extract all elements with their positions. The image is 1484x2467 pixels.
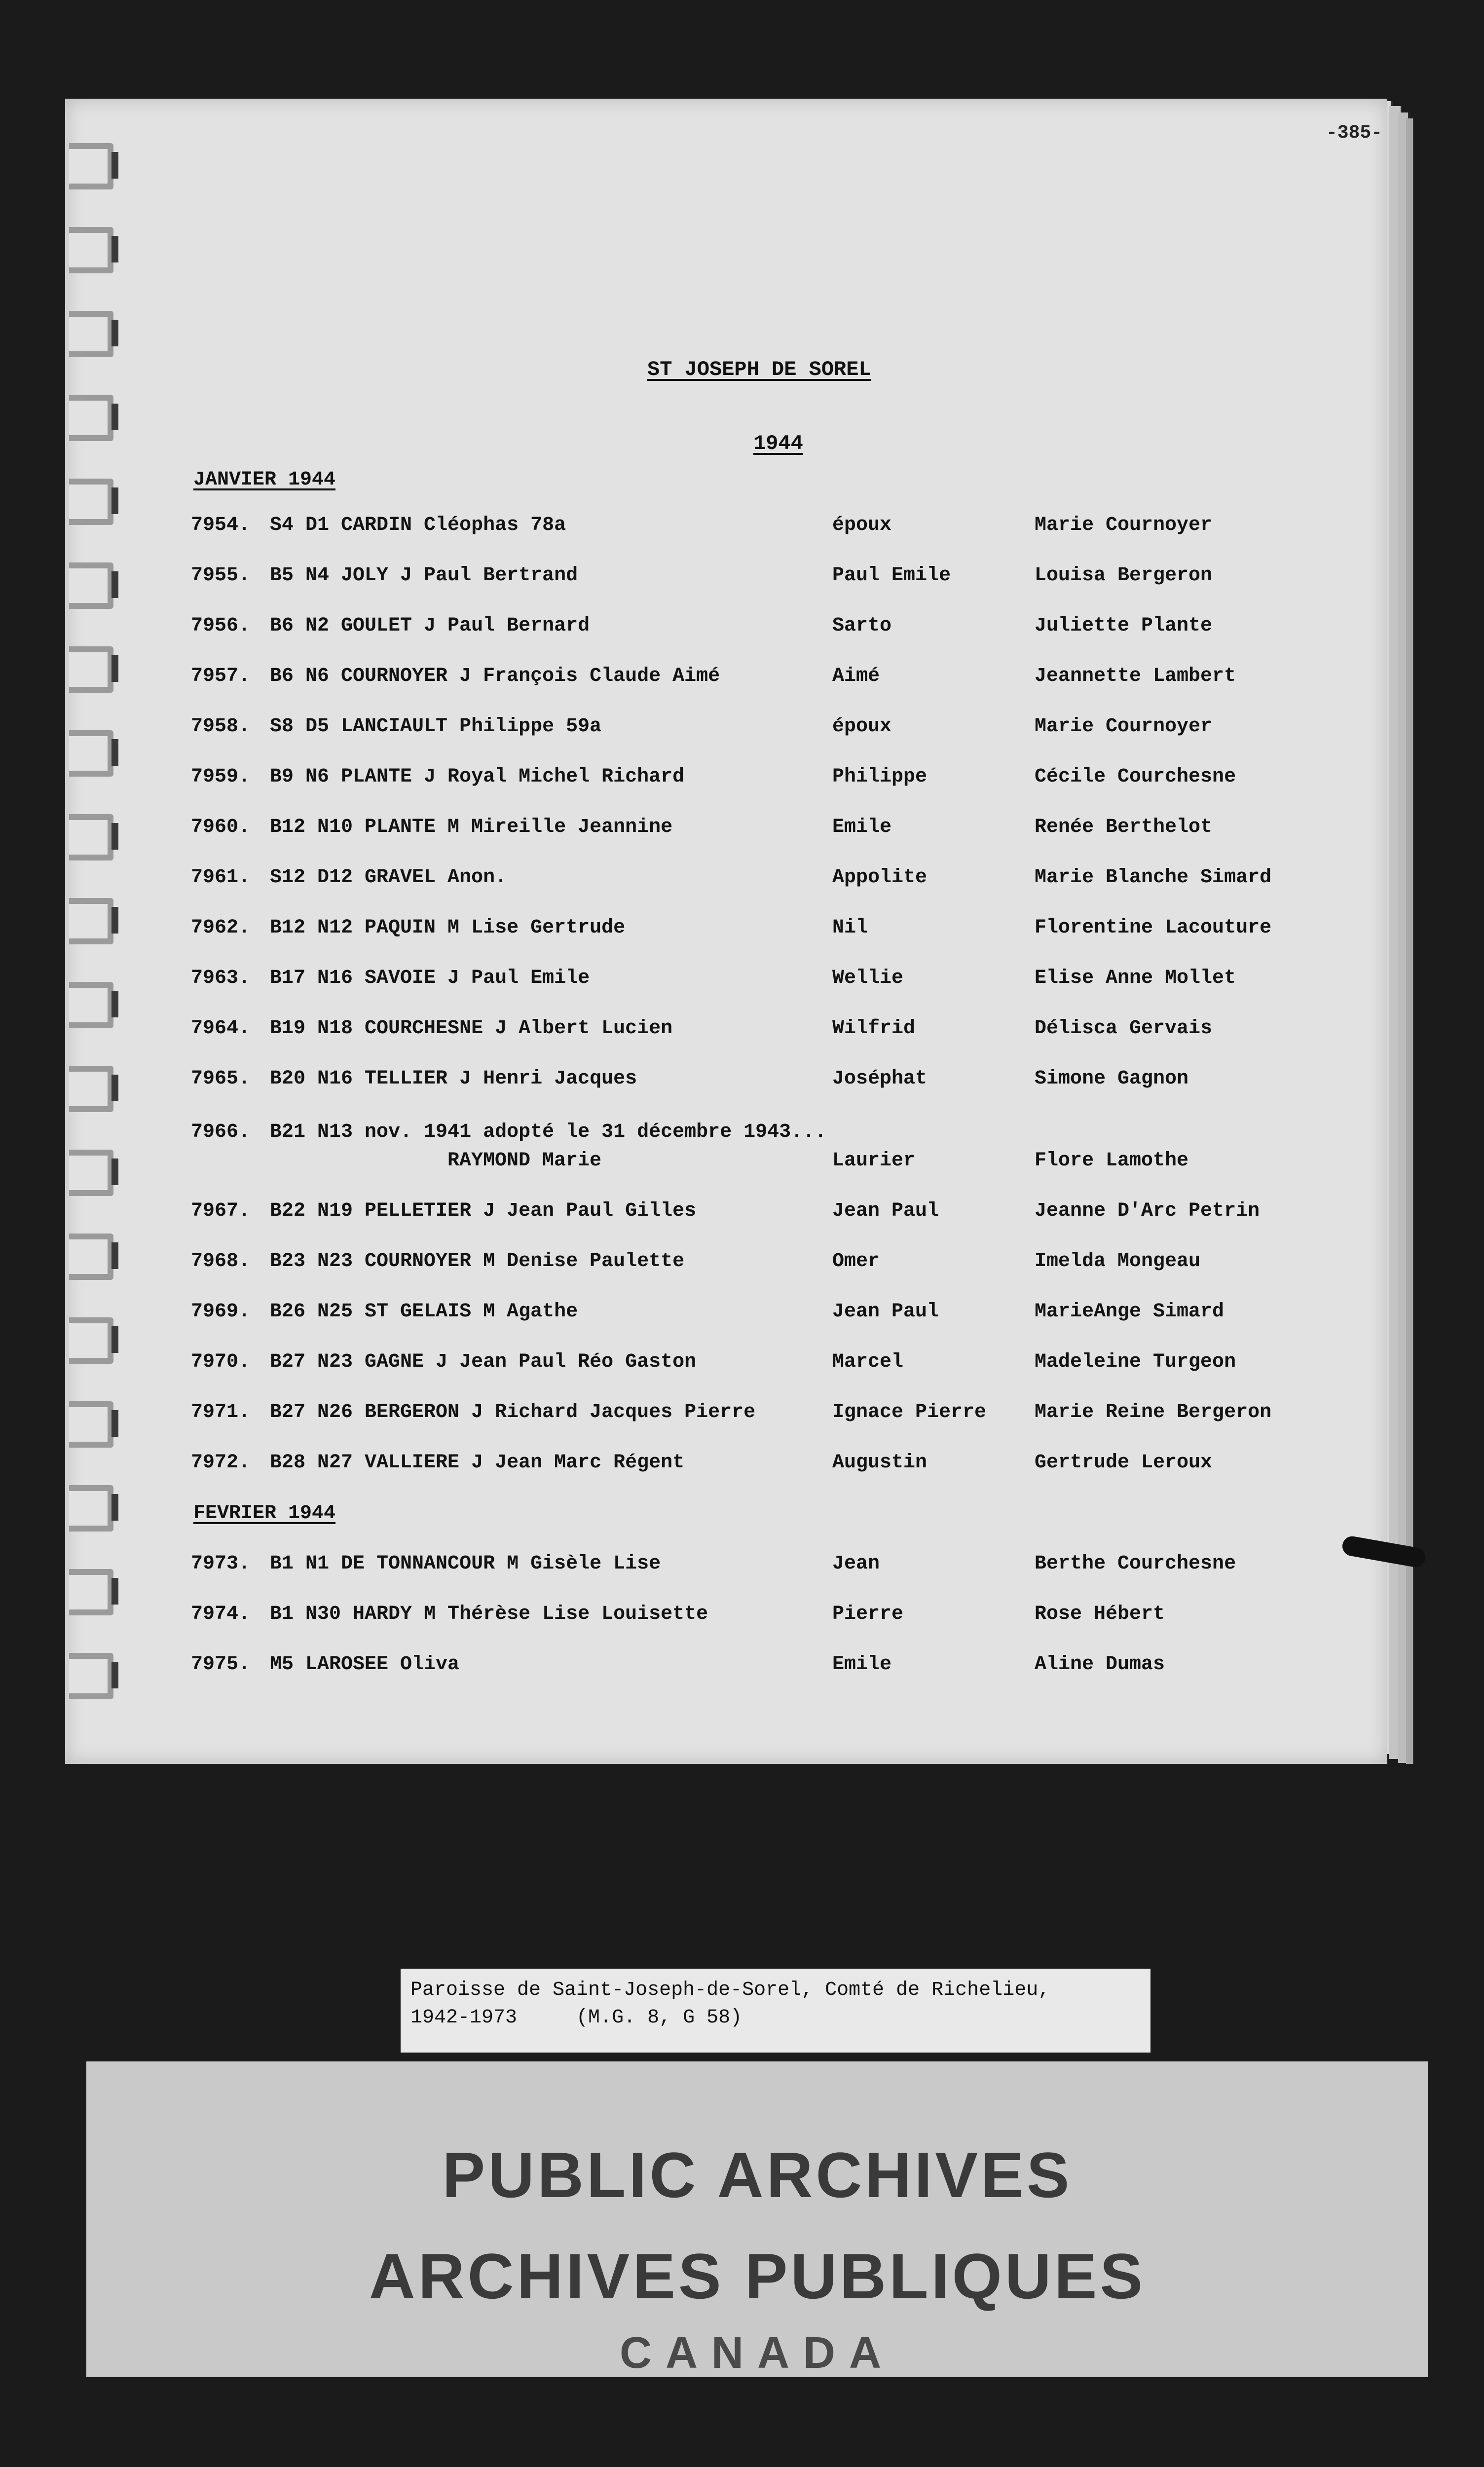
register-entry xyxy=(191,1068,1385,1097)
entry-mother: Rose Hébert xyxy=(1035,1603,1165,1625)
entry-mother: MarieAnge Simard xyxy=(1035,1301,1224,1323)
register-entry xyxy=(191,715,1385,745)
register-entry xyxy=(191,1653,1385,1683)
entry-text: S4 D1 CARDIN Cléophas 78a xyxy=(270,514,566,536)
stamp-line: ARCHIVES PUBLIQUES xyxy=(369,2240,1146,2312)
entry-text: B21 N13 nov. 1941 adopté le 31 décembre 1943... xyxy=(270,1121,827,1143)
stamp-line: PUBLIC ARCHIVES xyxy=(442,2139,1073,2211)
entry-father: époux xyxy=(832,715,892,738)
entry-mother: Marie Blanche Simard xyxy=(1035,866,1272,889)
entry-text: B17 N16 SAVOIE J Paul Emile xyxy=(270,967,590,989)
page-number: -385- xyxy=(1326,122,1382,144)
register-entry xyxy=(191,1301,1385,1330)
entry-number: 7968. xyxy=(191,1250,251,1272)
binding-ring xyxy=(69,1066,113,1112)
entry-father: époux xyxy=(832,514,892,536)
page-title: ST JOSEPH DE SOREL xyxy=(647,358,871,381)
binding-ring xyxy=(69,227,113,273)
entry-number: 7958. xyxy=(191,715,251,738)
binding-ring xyxy=(69,143,113,189)
entry-father: Ignace Pierre xyxy=(832,1401,987,1423)
entry-father: Jean Paul xyxy=(832,1301,939,1323)
entry-text: B6 N2 GOULET J Paul Bernard xyxy=(270,615,590,637)
entry-number: 7954. xyxy=(191,514,251,536)
register-entry xyxy=(191,1121,1385,1180)
binding-ring xyxy=(69,646,113,693)
register-entry xyxy=(191,1603,1385,1633)
entry-father: Emile xyxy=(832,1653,892,1676)
register-entry xyxy=(191,816,1385,846)
entry-number: 7963. xyxy=(191,967,251,989)
entry-mother: Juliette Plante xyxy=(1035,615,1213,637)
entry-mother: Jeannette Lambert xyxy=(1035,665,1236,687)
entry-father: Wellie xyxy=(832,967,904,989)
register-entry xyxy=(191,1553,1385,1582)
entry-text: B19 N18 COURCHESNE J Albert Lucien xyxy=(270,1017,673,1040)
entry-number: 7967. xyxy=(191,1200,251,1222)
entry-mother: Marie Cournoyer xyxy=(1035,514,1213,536)
binding-ring xyxy=(69,479,113,525)
register-entry xyxy=(191,1351,1385,1381)
entry-text: S12 D12 GRAVEL Anon. xyxy=(270,866,507,889)
entry-text: B26 N25 ST GELAIS M Agathe xyxy=(270,1301,578,1323)
entry-text: B9 N6 PLANTE J Royal Michel Richard xyxy=(270,766,685,788)
register-entry xyxy=(191,1017,1385,1047)
entry-number: 7956. xyxy=(191,615,251,637)
entry-number: 7970. xyxy=(191,1351,251,1373)
binding-ring xyxy=(69,898,113,944)
entry-number: 7955. xyxy=(191,564,251,587)
entry-father: Emile xyxy=(832,816,892,838)
register-entry xyxy=(191,514,1385,544)
entry-number: 7960. xyxy=(191,816,251,838)
entry-text-continued: RAYMOND Marie xyxy=(447,1150,602,1172)
archive-caption xyxy=(401,1969,1150,2053)
binding-ring xyxy=(69,1569,113,1615)
binding-ring xyxy=(69,1317,113,1364)
entry-mother: Marie Reine Bergeron xyxy=(1035,1401,1272,1423)
entry-father: Laurier xyxy=(832,1150,916,1172)
entry-mother: Flore Lamothe xyxy=(1035,1150,1189,1172)
month-heading: FEVRIER 1944 xyxy=(193,1502,336,1525)
entry-text: B27 N26 BERGERON J Richard Jacques Pierre xyxy=(270,1401,756,1423)
register-page xyxy=(65,99,1387,1764)
register-entry xyxy=(191,866,1385,896)
entry-text: B12 N12 PAQUIN M Lise Gertrude xyxy=(270,917,626,939)
caption-line: 1942-1973 (M.G. 8, G 58) xyxy=(410,2007,742,2029)
entry-number: 7959. xyxy=(191,766,251,788)
entry-father: Appolite xyxy=(832,866,928,889)
entry-text: B20 N16 TELLIER J Henri Jacques xyxy=(270,1068,637,1090)
entry-text: B28 N27 VALLIERE J Jean Marc Régent xyxy=(270,1452,685,1474)
binding-ring xyxy=(69,1653,113,1699)
entry-text: B22 N19 PELLETIER J Jean Paul Gilles xyxy=(270,1200,697,1222)
register-entry xyxy=(191,1250,1385,1280)
binding-ring xyxy=(69,814,113,860)
entry-father: Jean Paul xyxy=(832,1200,939,1222)
entry-father: Wilfrid xyxy=(832,1017,916,1040)
entry-father: Pierre xyxy=(832,1603,904,1625)
entry-number: 7957. xyxy=(191,665,251,687)
register-entry xyxy=(191,1452,1385,1481)
entry-text: B1 N1 DE TONNANCOUR M Gisèle Lise xyxy=(270,1553,661,1575)
entry-father: Paul Emile xyxy=(832,564,951,587)
entry-text: B5 N4 JOLY J Paul Bertrand xyxy=(270,564,578,587)
binding-ring xyxy=(69,1401,113,1448)
entry-mother: Aline Dumas xyxy=(1035,1653,1165,1676)
entry-mother: Madeleine Turgeon xyxy=(1035,1351,1236,1373)
entry-number: 7975. xyxy=(191,1653,251,1676)
entry-mother: Simone Gagnon xyxy=(1035,1068,1189,1090)
spiral-binding xyxy=(65,99,179,1764)
entry-text: B12 N10 PLANTE M Mireille Jeannine xyxy=(270,816,673,838)
entry-father: Jean xyxy=(832,1553,880,1575)
binding-ring xyxy=(69,311,113,357)
entry-number: 7965. xyxy=(191,1068,251,1090)
register-entry xyxy=(191,967,1385,997)
entry-text: B1 N30 HARDY M Thérèse Lise Louisette xyxy=(270,1603,708,1625)
entry-mother: Imelda Mongeau xyxy=(1035,1250,1201,1272)
entry-number: 7969. xyxy=(191,1301,251,1323)
entry-number: 7973. xyxy=(191,1553,251,1575)
entry-number: 7964. xyxy=(191,1017,251,1040)
entry-text: B23 N23 COURNOYER M Denise Paulette xyxy=(270,1250,685,1272)
entry-text: M5 LAROSEE Oliva xyxy=(270,1653,460,1676)
register-entry xyxy=(191,766,1385,795)
entry-father: Marcel xyxy=(832,1351,904,1373)
entry-number: 7961. xyxy=(191,866,251,889)
entry-number: 7971. xyxy=(191,1401,251,1423)
entry-mother: Elise Anne Mollet xyxy=(1035,967,1236,989)
binding-ring xyxy=(69,730,113,777)
entry-father: Nil xyxy=(832,917,868,939)
binding-ring xyxy=(69,1234,113,1280)
entry-mother: Berthe Courchesne xyxy=(1035,1553,1236,1575)
entry-father: Omer xyxy=(832,1250,880,1272)
entry-mother: Florentine Lacouture xyxy=(1035,917,1272,939)
entry-text: B27 N23 GAGNE J Jean Paul Réo Gaston xyxy=(270,1351,697,1373)
entry-text: B6 N6 COURNOYER J François Claude Aimé xyxy=(270,665,720,687)
register-entry xyxy=(191,564,1385,594)
entry-text: S8 D5 LANCIAULT Philippe 59a xyxy=(270,715,602,738)
entry-number: 7972. xyxy=(191,1452,251,1474)
register-entry xyxy=(191,917,1385,946)
entry-mother: Cécile Courchesne xyxy=(1035,766,1236,788)
entry-number: 7966. xyxy=(191,1121,251,1143)
entry-father: Augustin xyxy=(832,1452,928,1474)
entry-mother: Louisa Bergeron xyxy=(1035,564,1213,587)
stamp-line: CANADA xyxy=(620,2328,895,2378)
binding-ring xyxy=(69,1150,113,1196)
register-entry xyxy=(191,1401,1385,1431)
register-entry xyxy=(191,665,1385,695)
entry-mother: Jeanne D'Arc Petrin xyxy=(1035,1200,1260,1222)
binding-ring xyxy=(69,1485,113,1532)
entry-number: 7962. xyxy=(191,917,251,939)
entry-father: Aimé xyxy=(832,665,880,687)
binding-ring xyxy=(69,395,113,441)
caption-line: Paroisse de Saint-Joseph-de-Sorel, Comté de Richelieu, xyxy=(410,1979,1050,2001)
entry-mother: Gertrude Leroux xyxy=(1035,1452,1213,1474)
binding-ring xyxy=(69,562,113,609)
page-edge xyxy=(1406,118,1414,1764)
entry-mother: Renée Berthelot xyxy=(1035,816,1213,838)
entry-father: Sarto xyxy=(832,615,892,637)
page-year: 1944 xyxy=(753,432,803,455)
month-heading: JANVIER 1944 xyxy=(193,469,336,491)
entry-father: Philippe xyxy=(832,766,928,788)
entry-mother: Délisca Gervais xyxy=(1035,1017,1213,1040)
binding-ring xyxy=(69,982,113,1028)
register-entry xyxy=(191,615,1385,644)
entry-mother: Marie Cournoyer xyxy=(1035,715,1213,738)
register-entry xyxy=(191,1200,1385,1230)
entry-number: 7974. xyxy=(191,1603,251,1625)
entry-father: Joséphat xyxy=(832,1068,928,1090)
archives-stamp xyxy=(86,2061,1428,2377)
